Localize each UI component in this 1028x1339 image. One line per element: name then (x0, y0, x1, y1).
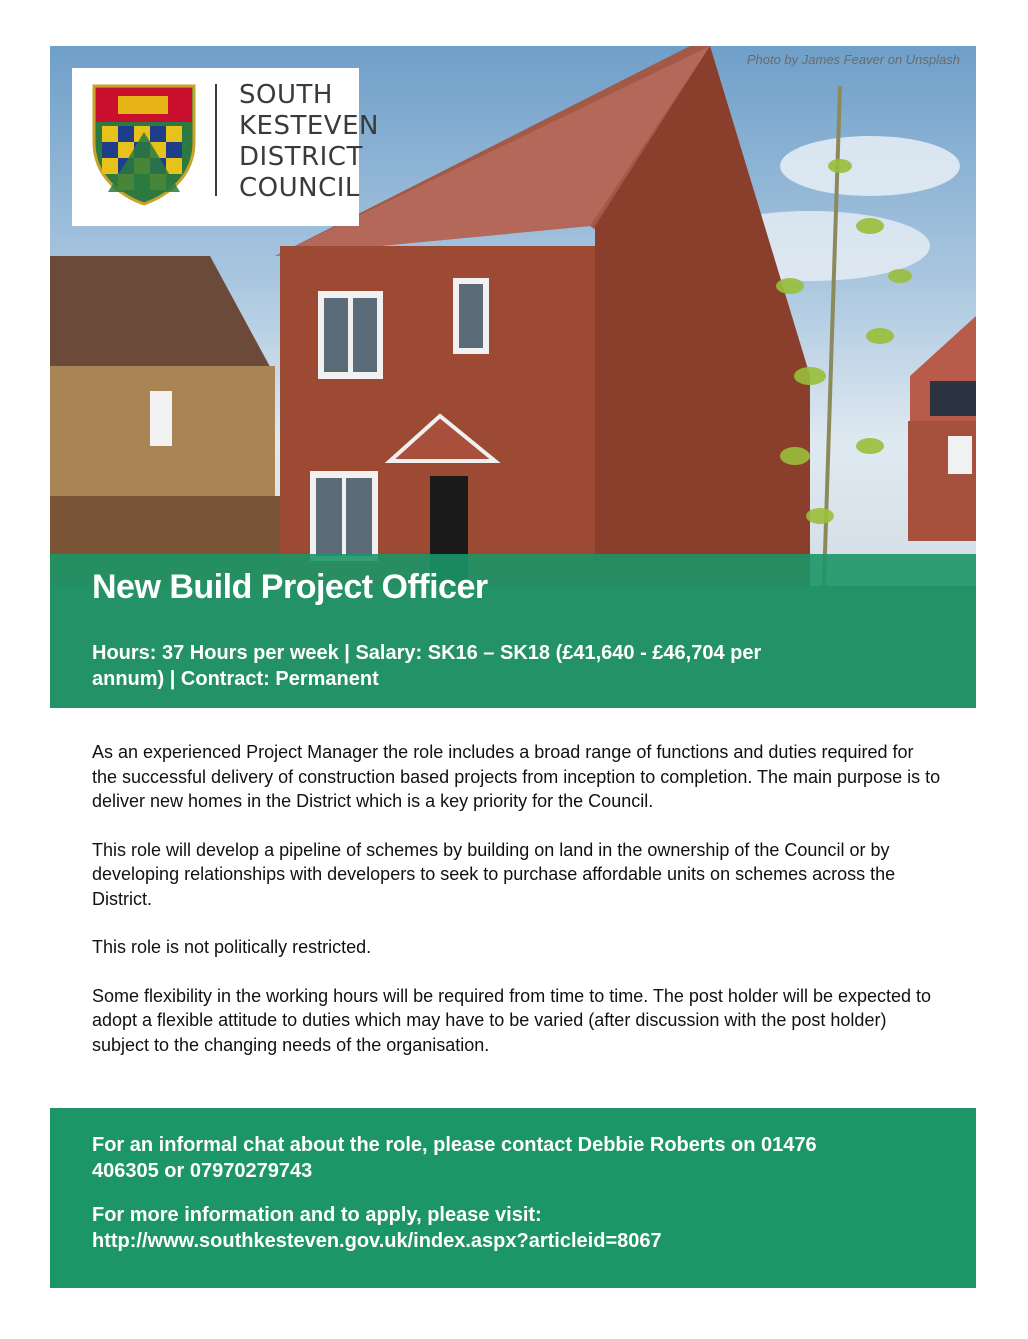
council-logo (72, 68, 379, 226)
job-details: Hours: 37 Hours per week | Salary: SK16 – SK18 (£41,640 - £46,704 per annum) | Contract: Permanent (92, 642, 762, 690)
council-name-line: KESTEVEN (239, 111, 379, 141)
contact-informal: For an informal chat about the role, please contact Debbie Roberts on 01476 406305 or 07970279743 (92, 1134, 817, 1182)
council-name (239, 80, 379, 204)
council-name-line: DISTRICT (239, 142, 363, 172)
contact-apply-link[interactable]: For more information and to apply, please visit: http://www.southkesteven.gov.uk/index.aspx?articleid=8067 (92, 1204, 662, 1252)
council-crest-icon (88, 82, 200, 206)
contact-band (50, 1108, 976, 1288)
description-paragraph: As an experienced Project Manager the role includes a broad range of functions and duties required for the successful delivery of construction based projects from inception to completion. The main purpose is to deliver new homes in the District which is a key priority for the Council. (92, 742, 941, 811)
photo-credit: Photo by James Feaver on Unsplash (746, 52, 960, 67)
hero-image (50, 46, 976, 708)
logo-divider (215, 84, 217, 196)
job-title-band (50, 554, 976, 708)
job-description (92, 740, 942, 1081)
description-paragraph: This role is not politically restricted. (92, 937, 372, 957)
council-name-line: COUNCIL (239, 173, 360, 203)
job-title: New Build Project Officer (92, 568, 488, 606)
description-paragraph: This role will develop a pipeline of schemes by building on land in the ownership of the Council or by developing relationships with developers to seek to purchase affordable units on schemes across the District. (92, 839, 896, 909)
council-name-line: SOUTH (239, 80, 333, 110)
description-paragraph: Some flexibility in the working hours will be required from time to time. The post holder will be expected to adopt a flexible attitude to duties which may have to be varied (after discussion with the post holder) subject to the changing needs of the organisation. (92, 985, 932, 1055)
